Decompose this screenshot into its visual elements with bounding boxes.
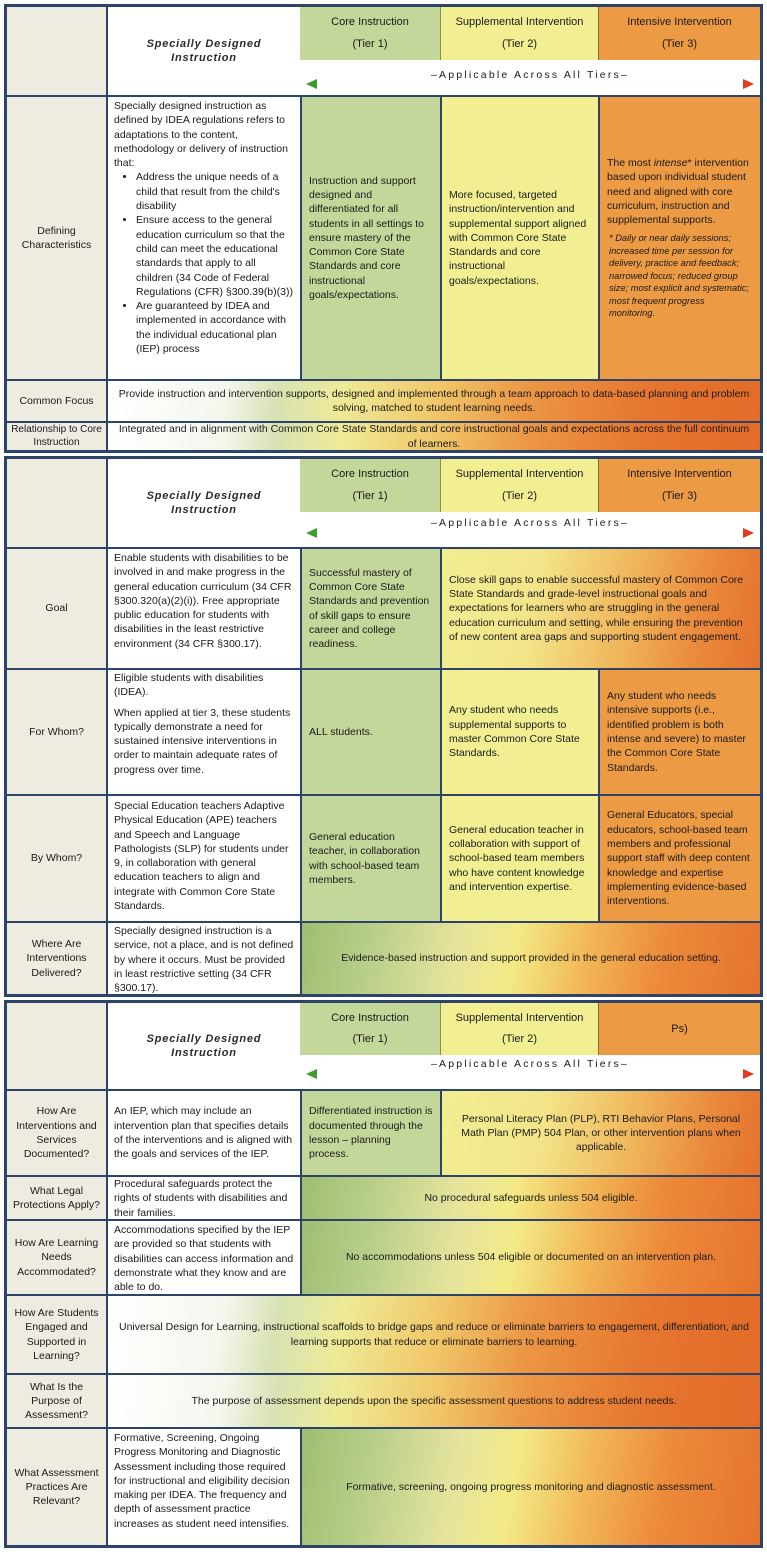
defining-supplemental-cell	[440, 97, 598, 379]
row-label-practices: What Assessment Practices Are Relevant?	[7, 1429, 108, 1545]
header-sdi-cell	[108, 7, 300, 95]
accommodated-tiers-cell	[300, 1221, 760, 1294]
intensive-title: Intensive Intervention	[627, 16, 732, 28]
documented-core-cell	[300, 1091, 440, 1175]
documented-supplemental-intensive-text: Personal Literacy Plan (PLP), RTI Behavior Plans, Personal Math Plan (PMP) 504 Plan, or other intervention plans when applicable.	[461, 1112, 741, 1154]
legal-sdi-text: Procedural safeguards protect the rights of students with disabilities and their families.	[114, 1178, 288, 1219]
where-tiers-text: Evidence-based instruction and support provided in the general education setting.	[341, 952, 721, 965]
where-tiers-cell	[300, 923, 760, 994]
practices-tiers-text: Formative, screening, ongoing progress monitoring and diagnostic assessment.	[346, 1480, 716, 1493]
defining-intensive-cell	[598, 97, 760, 379]
legal-tiers-text: No procedural safeguards unless 504 eligible.	[424, 1191, 638, 1204]
core-title: Core Instruction	[331, 16, 409, 28]
purpose-cell	[108, 1375, 760, 1427]
row-label-documented: How Are Interventions and Services Documented?	[7, 1091, 108, 1175]
goal-supplemental-intensive-cell	[440, 549, 760, 668]
legal-tiers-cell	[300, 1177, 760, 1219]
supplemental-title: Supplemental Intervention	[455, 468, 584, 480]
core-tier: (Tier 1)	[352, 1033, 388, 1046]
tiers-arrow-row	[300, 60, 760, 95]
for-whom-sdi-p2: When applied at tier 3, these students typically demonstrate a need for sustained intensive interventions in order to maintain adequate rates of progress over time.	[114, 706, 291, 776]
for-whom-intensive-text: Any student who needs intensive supports (i.e., identified problem is both intense and severe) to master the Common Core State Standards.	[607, 690, 746, 774]
by-whom-supplemental-text: General education teacher in collaboration with support of school-based team members who have content knowledge and intervention expertise.	[449, 823, 585, 893]
header-core	[300, 1003, 440, 1055]
supplemental-title: Supplemental Intervention	[455, 1011, 584, 1024]
defining-core-text: Instruction and support designed and differentiated for all students in all settings to ensure mastery of the Common Core State Standards and core instructional goals/expectations.	[309, 174, 424, 302]
goal-supplemental-intensive-text: Close skill gaps to enable successful mastery of Common Core State Standards and grade-level instructional goals and expectations for learners who are struggling in the general education curriculum and setting, while ensuring the prevention of new content area gaps and supporting student engagement.	[449, 573, 744, 643]
header-supplemental	[440, 1003, 598, 1055]
header-sdi-cell	[108, 459, 300, 547]
by-whom-sdi-text: Special Education teachers Adaptive Physical Education (APE) teachers and Speech and Language Pathologists (SLP) for students under 9, in collaboration with general education teachers to align and integrate with Common Core State Standards.	[114, 800, 289, 913]
for-whom-core-text: ALL students.	[309, 725, 373, 738]
header-intensive-cropped	[598, 1003, 760, 1055]
defining-core-cell	[300, 97, 440, 379]
intensive-emphasis: intense	[653, 157, 688, 169]
relationship-cell	[108, 423, 760, 450]
common-focus-text: Provide instruction and intervention supports, designed and implemented through a team approach to data-based planning and problem solving, matched to student learning needs.	[118, 387, 750, 414]
header-blank-cell	[7, 7, 108, 95]
core-tier: (Tier 1)	[352, 38, 388, 50]
header-intensive	[598, 459, 760, 512]
practices-sdi-cell	[108, 1429, 300, 1545]
row-label-common-focus: Common Focus	[7, 381, 108, 421]
intensive-text-part: * intervention based upon individual student need and aligned with core curriculum, instruction and supplemental supports.	[607, 157, 749, 227]
row-label-engaged: How Are Students Engaged and Supported in Learning?	[7, 1296, 108, 1373]
supplemental-title: Supplemental Intervention	[455, 16, 584, 28]
engaged-cell	[108, 1296, 760, 1373]
header-core	[300, 7, 440, 60]
row-label-accommodated: How Are Learning Needs Accommodated?	[7, 1221, 108, 1294]
defining-supplemental-text: More focused, targeted instruction/intervention and supplemental support aligned with Common Core State Standards and core instructional goals/expectations.	[449, 188, 587, 287]
accommodated-sdi-cell	[108, 1221, 300, 1294]
goal-sdi-text: Enable students with disabilities to be involved in and make progress in the general education curriculum (34 CFR §300.320(a)(2)(i)). Free appropriate public education for students with disabilities in the least restrictive environment (34 CFR §300.17).	[114, 552, 292, 650]
goal-sdi-cell	[108, 549, 300, 668]
row-label-where: Where Are Interventions Delivered?	[7, 923, 108, 994]
goal-core-text: Successful mastery of Common Core State Standards and prevention of skill gaps to ensure career and college readiness.	[309, 566, 430, 651]
header-supplemental	[440, 7, 598, 60]
row-label-defining: Defining Characteristics	[7, 97, 108, 379]
supplemental-tier: (Tier 2)	[501, 490, 538, 502]
sdi-title-line1: Specially Designed	[146, 38, 262, 50]
for-whom-sdi-cell	[108, 670, 300, 794]
practices-tiers-cell	[300, 1429, 760, 1545]
row-label-by-whom: By Whom?	[7, 796, 108, 921]
by-whom-intensive-text: General Educators, special educators, school-based team members and professional support staff with deep content knowledge and expertise implementing evidence-based interventions.	[607, 809, 750, 908]
engaged-text: Universal Design for Learning, instructional scaffolds to bridge gaps and reduce or eliminate barriers to engagement, differentiation, and learning supports that reduce or eliminate barriers to learning.	[119, 1321, 749, 1348]
intensive-tier: (Tier 3)	[661, 38, 698, 50]
header-core	[300, 459, 440, 512]
defining-sdi-bullet: • Are guaranteed by IDEA and implemented in accordance with the individual educational plan (IEP) process	[136, 299, 295, 356]
by-whom-intensive-cell	[598, 796, 760, 921]
header-blank-cell	[7, 459, 108, 547]
supplemental-tier: (Tier 2)	[501, 38, 538, 50]
for-whom-supplemental-cell	[440, 670, 598, 794]
for-whom-supplemental-text: Any student who needs supplemental supports to master Common Core State Standards.	[449, 704, 580, 760]
defining-intensive-note: * Daily or near daily sessions; increased time per session for delivery, practice and feedback; narrowed focus; reduced group size; most explicit and systematic; most frequent progress monitoring.	[609, 233, 750, 319]
sdi-title-line1: Specially Designed	[146, 1033, 262, 1045]
intensive-title: Intensive Intervention	[627, 468, 732, 480]
core-title: Core Instruction	[331, 1011, 409, 1024]
tiers-arrow-label: –Applicable Across All Tiers–	[428, 1058, 632, 1070]
section-3	[4, 1000, 763, 1548]
row-label-goal: Goal	[7, 549, 108, 668]
intensive-tier: (Tier 3)	[661, 490, 698, 502]
tiers-arrow-row	[300, 512, 760, 547]
intensive-title-cropped: Ps)	[671, 1022, 688, 1035]
relationship-text: Integrated and in alignment with Common Core State Standards and core instructional goals and expectations across the full continuum of learners.	[118, 423, 750, 450]
defining-sdi-intro: Specially designed instruction as defined by IDEA regulations refers to adaptations to the content, methodology or delivery of instruction that:	[114, 100, 288, 170]
common-focus-cell	[108, 381, 760, 421]
by-whom-sdi-cell	[108, 796, 300, 921]
for-whom-core-cell	[300, 670, 440, 794]
sdi-title-line2: Instruction	[171, 52, 237, 64]
for-whom-intensive-cell	[598, 670, 760, 794]
header-intensive	[598, 7, 760, 60]
intensive-text-part: The most	[607, 157, 654, 169]
supplemental-tier: (Tier 2)	[501, 1033, 538, 1046]
documented-sdi-text: An IEP, which may include an intervention plan that specifies details of the interventions and is aligned with the goals and services of the IEP.	[114, 1105, 293, 1161]
sdi-title-line1: Specially Designed	[146, 490, 262, 502]
legal-sdi-cell	[108, 1177, 300, 1219]
where-sdi-cell	[108, 923, 300, 994]
documented-core-text: Differentiated instruction is documented through the lesson – planning process.	[309, 1105, 433, 1161]
accommodated-sdi-text: Accommodations specified by the IEP are provided so that students with disabilities can access information and demonstrate what they know and are able to do.	[114, 1224, 294, 1294]
defining-sdi-bullet: • Address the unique needs of a child that result from the child's disability	[136, 170, 295, 213]
where-sdi-text: Specially designed instruction is a service, not a place, and is not defined by where it occurs. Must be provided in least restrictive setting (34 CFR §300.17).	[114, 925, 294, 994]
header-sdi-cell	[108, 1003, 300, 1089]
row-label-purpose: What Is the Purpose of Assessment?	[7, 1375, 108, 1427]
header-blank-cell	[7, 1003, 108, 1089]
defining-sdi-bullets	[114, 170, 295, 356]
by-whom-supplemental-cell	[440, 796, 598, 921]
purpose-text: The purpose of assessment depends upon the specific assessment questions to address student needs.	[191, 1394, 677, 1407]
core-title: Core Instruction	[331, 468, 409, 480]
tiers-arrow-label: –Applicable Across All Tiers–	[428, 517, 632, 529]
section-2	[4, 456, 763, 997]
defining-intensive-text	[607, 156, 753, 227]
for-whom-sdi-p1: Eligible students with disabilities (IDEA).	[114, 672, 264, 699]
core-tier: (Tier 1)	[352, 490, 388, 502]
accommodated-tiers-text: No accommodations unless 504 eligible or documented on an intervention plan.	[345, 1251, 717, 1264]
documented-supplemental-intensive-cell	[440, 1091, 760, 1175]
sdi-title-line2: Instruction	[171, 504, 237, 516]
sdi-title-line2: Instruction	[171, 1047, 237, 1059]
by-whom-core-cell	[300, 796, 440, 921]
row-label-legal: What Legal Protections Apply?	[7, 1177, 108, 1219]
goal-core-cell	[300, 549, 440, 668]
tiers-arrow-row	[300, 1055, 760, 1089]
documented-sdi-cell	[108, 1091, 300, 1175]
row-label-relationship: Relationship to Core Instruction	[7, 423, 108, 450]
section-1	[4, 4, 763, 453]
by-whom-core-text: General education teacher, in collaboration with school-based team members.	[309, 830, 420, 886]
defining-sdi-bullet: • Ensure access to the general education curriculum so that the child can meet the educational standards that apply to all children (34 Code of Federal Regulations (CFR) §300.39(b)(3))	[136, 213, 295, 299]
row-label-for-whom: For Whom?	[7, 670, 108, 794]
header-supplemental	[440, 459, 598, 512]
defining-sdi-cell	[108, 97, 300, 379]
practices-sdi-text: Formative, Screening, Ongoing Progress Monitoring and Diagnostic Assessment including those required for instructional and eligibility decision making per IDEA. The frequency and depth of assessment practice increases as student need intensifies.	[114, 1432, 290, 1530]
tiers-arrow-label: –Applicable Across All Tiers–	[428, 69, 632, 81]
